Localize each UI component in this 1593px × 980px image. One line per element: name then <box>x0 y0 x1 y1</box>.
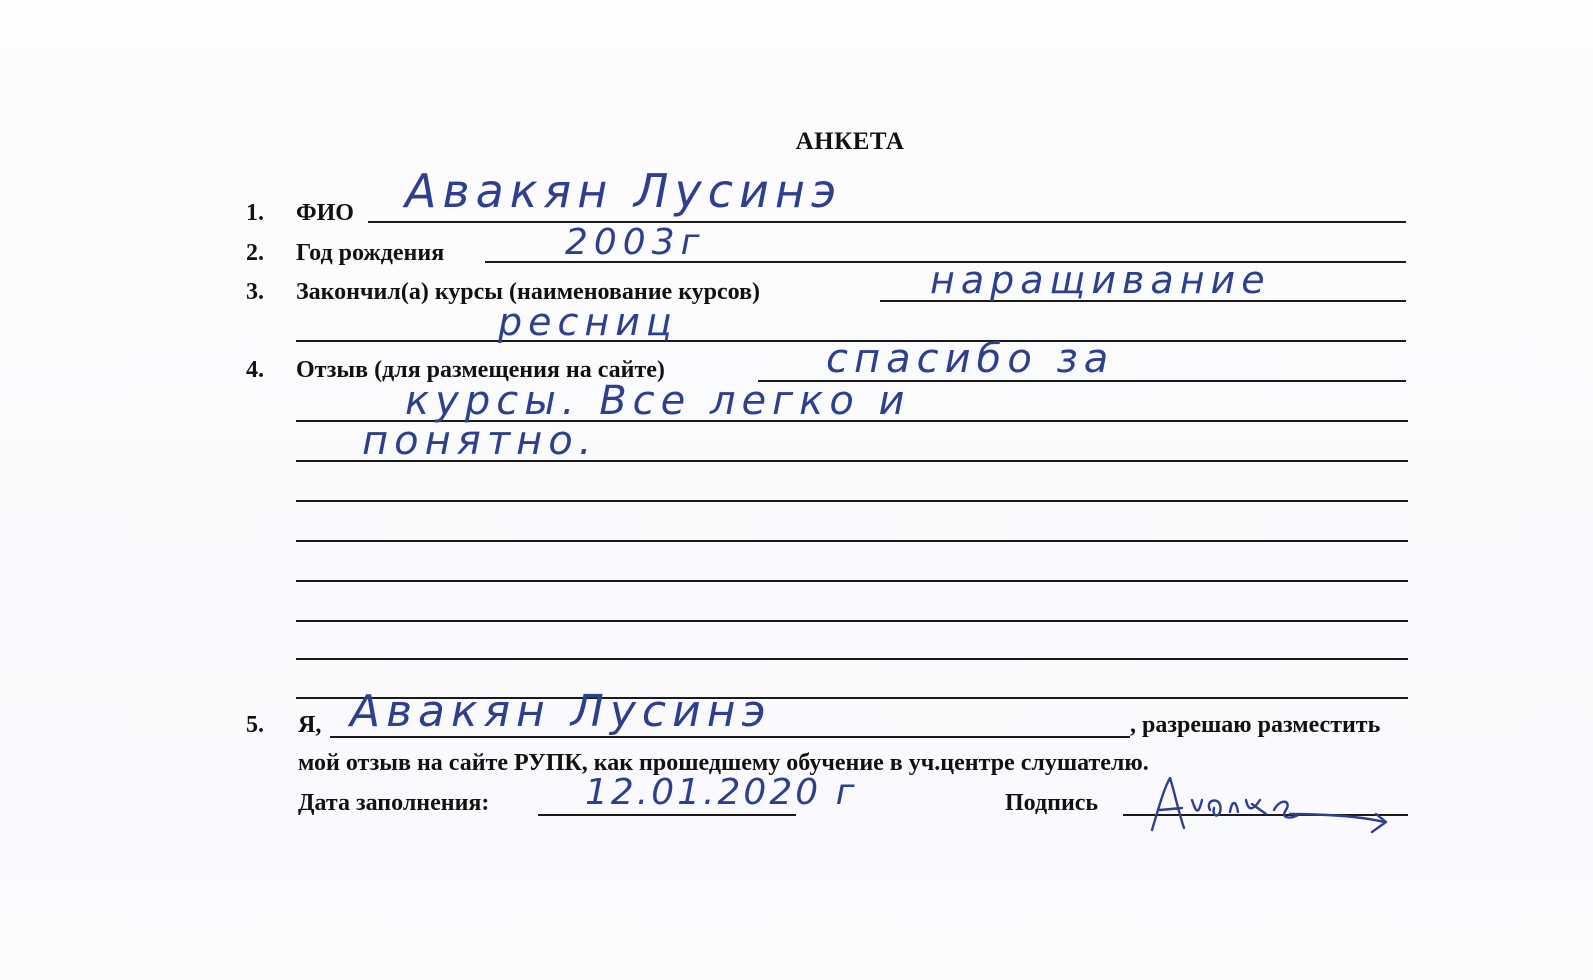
label-consent-i: Я, <box>298 712 322 738</box>
item-number-4: 4. <box>246 357 264 383</box>
label-courses: Закончил(а) курсы (наименование курсов) <box>296 279 761 305</box>
review-line-4 <box>296 500 1408 502</box>
label-birth-year: Год рождения <box>296 240 445 266</box>
handwritten-fio: Авакян Лусинэ <box>405 164 843 218</box>
signature-image <box>1140 770 1400 840</box>
label-review: Отзыв (для размещения на сайте) <box>296 357 665 383</box>
label-signature: Подпись <box>1005 790 1099 816</box>
handwritten-course-cont: ресниц <box>498 300 678 344</box>
handwritten-birth-year: 2003г <box>565 222 706 263</box>
item-number-1: 1. <box>246 200 264 226</box>
item-number-2: 2. <box>246 240 264 266</box>
label-fill-date: Дата заполнения: <box>298 790 490 816</box>
item-number-3: 3. <box>246 279 264 305</box>
date-line <box>538 814 796 816</box>
fio-line <box>368 221 1406 223</box>
item-number-5: 5. <box>246 712 264 738</box>
form-title: АНКЕТА <box>795 128 905 155</box>
review-line-6 <box>296 580 1408 582</box>
label-consent-line2: мой отзыв на сайте РУПК, как прошедшему обучение в уч.центре слушателю. <box>298 750 1149 776</box>
handwritten-date: 12.01.2020 г <box>585 772 858 813</box>
handwritten-review-3: понятно. <box>362 418 598 464</box>
review-line-8 <box>296 658 1408 660</box>
handwritten-review-1: спасибо за <box>826 336 1115 382</box>
label-fio: ФИО <box>296 200 354 226</box>
review-line-7 <box>296 620 1408 622</box>
review-line-5 <box>296 540 1408 542</box>
handwritten-course: наращивание <box>930 258 1271 302</box>
handwritten-consent-name: Авакян Лусинэ <box>350 686 772 737</box>
label-consent-allow: , разрешаю разместить <box>1130 712 1381 738</box>
handwritten-review-2: курсы. Все легко и <box>405 378 911 424</box>
